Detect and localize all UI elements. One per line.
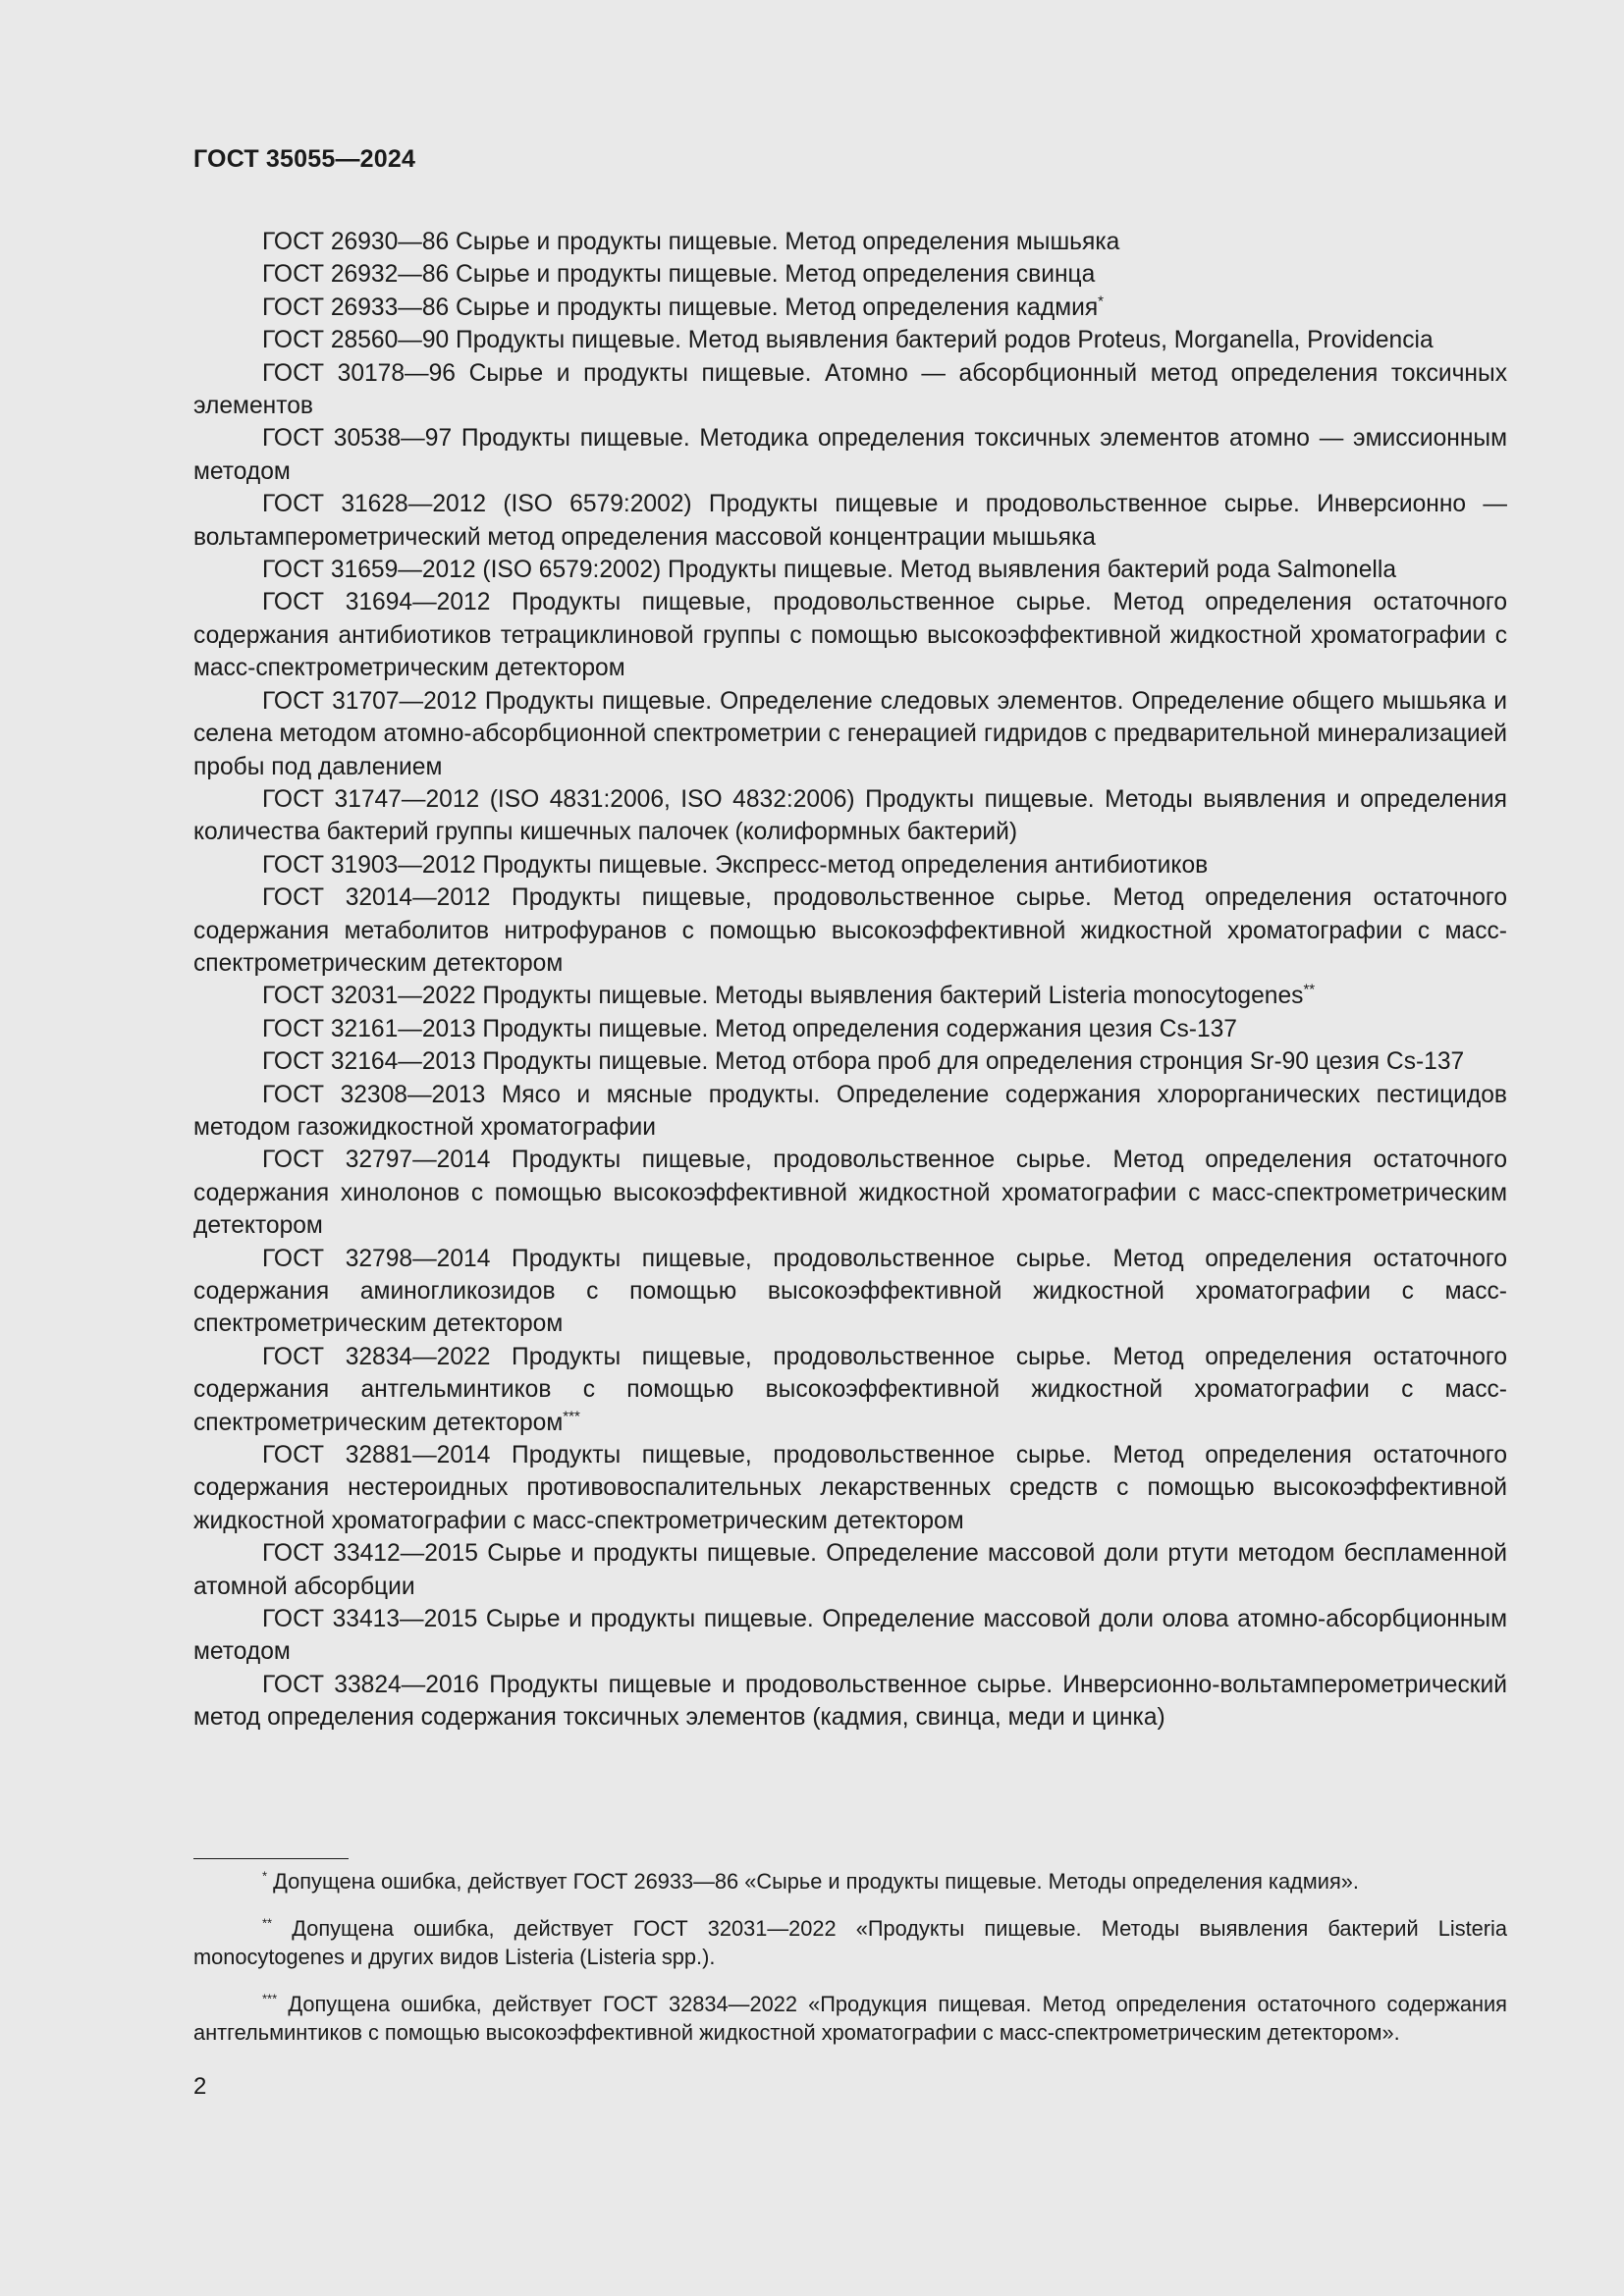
reference-text: ГОСТ 31707—2012 Продукты пищевые. Определение следовых элементов. Определение общего мышьяка и селена методом атомно-абсорбционной спектрометрии с генерацией гидридов с предварительной минерализацией пробы под давлением (193, 687, 1507, 780)
reference-text: ГОСТ 26933—86 Сырье и продукты пищевые. Метод определения кадмия (262, 294, 1099, 321)
reference-text: ГОСТ 32161—2013 Продукты пищевые. Метод определения содержания цезия Cs-137 (262, 1015, 1237, 1042)
reference-item (193, 783, 1507, 849)
reference-text: ГОСТ 32031—2022 Продукты пищевые. Методы выявления бактерий Listeria monocytogenes (262, 983, 1304, 1010)
document-page (193, 0, 1507, 2296)
reference-item (193, 881, 1507, 980)
reference-item (193, 685, 1507, 783)
reference-text: ГОСТ 26930—86 Сырье и продукты пищевые. Метод определения мышьяка (262, 229, 1120, 255)
reference-item (193, 554, 1507, 586)
reference-text: ГОСТ 31694—2012 Продукты пищевые, продовольственное сырье. Метод определения остаточного содержания антибиотиков тетрациклиновой группы с помощью высокоэффективной жидкостной хроматографии с масс-спектрометрическим детектором (193, 589, 1507, 682)
reference-text: ГОСТ 31659—2012 (ISO 6579:2002) Продукты пищевые. Метод выявления бактерий рода Salmonella (262, 557, 1397, 584)
reference-text: ГОСТ 33824—2016 Продукты пищевые и продовольственное сырье. Инверсионно-вольтамперометрический метод определения содержания токсичных элементов (кадмия, свинца, меди и цинка) (193, 1671, 1507, 1732)
footnotes-section (193, 1867, 1507, 2065)
reference-item (193, 1669, 1507, 1735)
footnote (193, 1914, 1507, 1972)
reference-text: ГОСТ 31903—2012 Продукты пищевые. Экспресс-метод определения антибиотиков (262, 851, 1209, 879)
reference-item (193, 258, 1507, 291)
reference-item (193, 422, 1507, 488)
reference-text: ГОСТ 32308—2013 Мясо и мясные продукты. Определение содержания хлорорганических пестицидов методом газожидкостной хроматографии (193, 1081, 1507, 1141)
reference-item (193, 488, 1507, 554)
reference-text: ГОСТ 30538—97 Продукты пищевые. Методика определения токсичных элементов атомно — эмиссионным методом (193, 425, 1507, 485)
reference-text: ГОСТ 26932—86 Сырье и продукты пищевые. Метод определения свинца (262, 261, 1096, 289)
reference-text: ГОСТ 28560—90 Продукты пищевые. Метод выявления бактерий родов Proteus, Morganella, Providencia (262, 327, 1434, 354)
reference-text: ГОСТ 33412—2015 Сырье и продукты пищевые. Определение массовой доли ртути методом беспламенной атомной абсорбции (193, 1540, 1507, 1600)
footnote (193, 1990, 1507, 2048)
reference-item (193, 292, 1507, 324)
reference-text: ГОСТ 30178—96 Сырье и продукты пищевые. Атомно — абсорбционный метод определения токсичных элементов (193, 359, 1507, 420)
reference-item (193, 1013, 1507, 1045)
footnote-mark: * (1098, 293, 1105, 310)
reference-text: ГОСТ 32834—2022 Продукты пищевые, продовольственное сырье. Метод определения остаточного содержания антгельминтиков с помощью высокоэффективной жидкостной хроматографии с масс-спектрометрическим детектором (193, 1343, 1507, 1436)
reference-text: ГОСТ 32881—2014 Продукты пищевые, продовольственное сырье. Метод определения остаточного содержания нестероидных противовоспалительных лекарственных средств с помощью высокоэффективной жидкостной хроматографии с масс-спектрометрическим детектором (193, 1442, 1507, 1534)
reference-text: ГОСТ 32164—2013 Продукты пищевые. Метод отбора проб для определения стронция Sr-90 цезия Cs-137 (262, 1048, 1465, 1076)
reference-item (193, 357, 1507, 423)
reference-item (193, 980, 1507, 1012)
reference-text: ГОСТ 31747—2012 (ISO 4831:2006, ISO 4832:2006) Продукты пищевые. Методы выявления и определения количества бактерий группы кишечных палочек (колиформных бактерий) (193, 785, 1507, 846)
page-number: 2 (193, 2073, 207, 2100)
reference-item (193, 1079, 1507, 1145)
normative-references-list (193, 226, 1507, 1735)
reference-text: ГОСТ 33413—2015 Сырье и продукты пищевые. Определение массовой доли олова атомно-абсорбционным методом (193, 1606, 1507, 1666)
reference-item (193, 586, 1507, 684)
reference-text: ГОСТ 32798—2014 Продукты пищевые, продовольственное сырье. Метод определения остаточного содержания аминогликозидов с помощью высокоэффективной жидкостной хроматографии с масс-спектрометрическим детектором (193, 1245, 1507, 1338)
footnote (193, 1867, 1507, 1896)
document-header: ГОСТ 35055—2024 (193, 145, 416, 173)
footnote-mark: *** (563, 1407, 580, 1424)
footnote-mark: ** (262, 1915, 273, 1931)
reference-item (193, 1045, 1507, 1078)
reference-item (193, 1537, 1507, 1603)
footnote-text: Допущена ошибка, действует ГОСТ 32834—2022 «Продукция пищевая. Метод определения остаточного содержания антгельминтиков с помощью высокоэффективной жидкостной хроматографии с масс-спектрометрическим детектором». (193, 1991, 1507, 2045)
footnote-divider (193, 1858, 349, 1859)
footnote-mark: *** (262, 1991, 278, 2006)
reference-item (193, 1439, 1507, 1537)
footnote-mark: ** (1303, 981, 1316, 998)
reference-text: ГОСТ 31628—2012 (ISO 6579:2002) Продукты пищевые и продовольственное сырье. Инверсионно — вольтамперометрический метод определения массовой концентрации мышьяка (193, 491, 1507, 551)
footnote-mark: * (262, 1868, 268, 1884)
footnote-text: Допущена ошибка, действует ГОСТ 26933—86 «Сырье и продукты пищевые. Методы определения кадмия». (273, 1869, 1359, 1894)
reference-item (193, 1144, 1507, 1242)
reference-item (193, 1341, 1507, 1439)
reference-item (193, 849, 1507, 881)
reference-text: ГОСТ 32797—2014 Продукты пищевые, продовольственное сырье. Метод определения остаточного содержания хинолонов с помощью высокоэффективной жидкостной хроматографии с масс-спектрометрическим детектором (193, 1147, 1507, 1240)
reference-item (193, 324, 1507, 356)
reference-text: ГОСТ 32014—2012 Продукты пищевые, продовольственное сырье. Метод определения остаточного содержания метаболитов нитрофуранов с помощью высокоэффективной жидкостной хроматографии с масс-спектрометрическим детектором (193, 884, 1507, 977)
reference-item (193, 1603, 1507, 1669)
reference-item (193, 1243, 1507, 1341)
footnote-text: Допущена ошибка, действует ГОСТ 32031—2022 «Продукты пищевые. Методы выявления бактерий Listeria monocytogenes и других видов Listeria (Listeria spp.). (193, 1915, 1507, 1969)
reference-item (193, 226, 1507, 258)
